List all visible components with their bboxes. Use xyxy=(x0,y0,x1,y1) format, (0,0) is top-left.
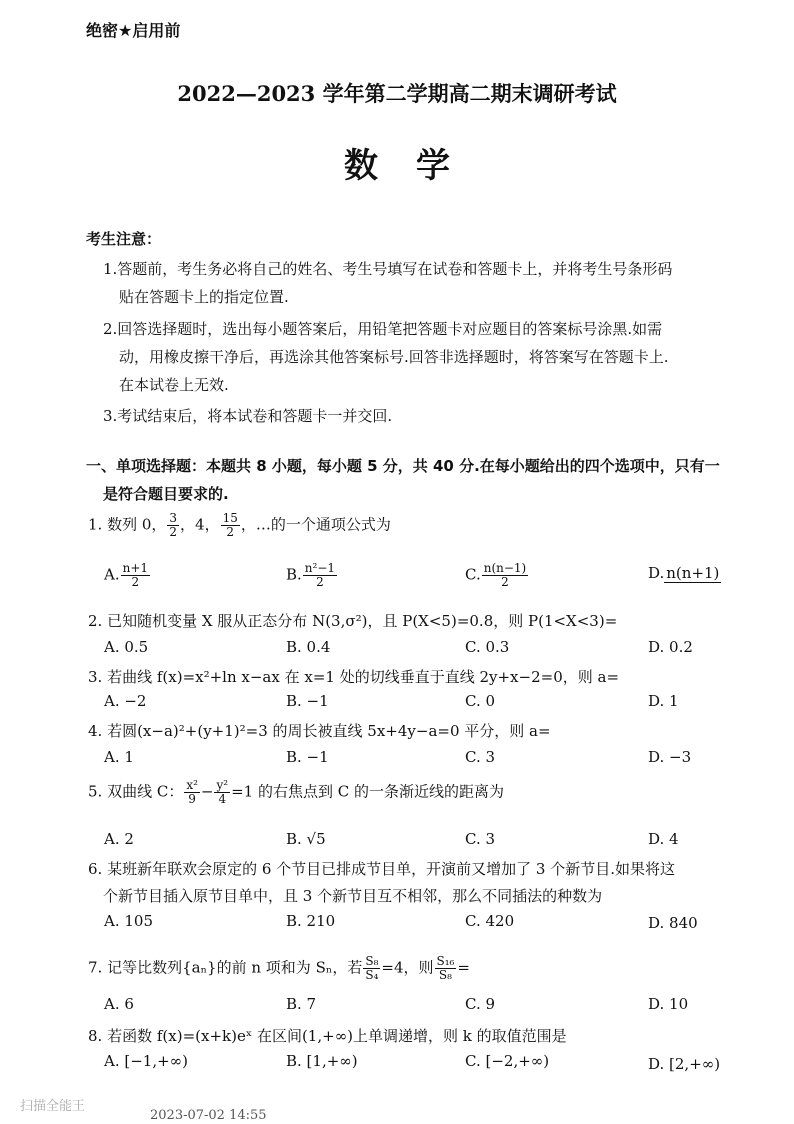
q1-suffix: ，…的一个通项公式为 xyxy=(240,515,391,534)
denominator: 4 xyxy=(218,792,227,806)
option-label: D. xyxy=(648,564,665,582)
q8-option-b: B. [1,+∞) xyxy=(286,1052,358,1070)
subject-title: 数学 xyxy=(344,146,488,186)
notice-line: 2.回答选择题时，选出每小题答案后，用铅笔把答题卡对应题目的答案标号涂黑.如需 xyxy=(103,320,663,338)
q3-option-a: A. −2 xyxy=(104,692,147,710)
q5-option-c: C. 3 xyxy=(465,830,496,848)
q1-option-b xyxy=(286,562,338,589)
exam-title: 2022—2023 学年第二学期高二期末调研考试 xyxy=(177,81,617,106)
question-2-stem: 2. 已知随机变量 X 服从正态分布 N(3,σ²)，且 P(X<5)=0.8，则 P(1<X<3)= xyxy=(88,612,618,630)
numerator: S₈ xyxy=(365,954,379,968)
question-4-stem: 4. 若圆(x−a)²+(y+1)²=3 的周长被直线 5x+4y−a=0 平分，则 a= xyxy=(88,722,551,740)
notice-line: 3.考试结束后，将本试卷和答题卡一并交回. xyxy=(103,407,393,425)
q1-fraction-1 xyxy=(167,512,179,539)
question-1-stem xyxy=(88,512,391,539)
q1-mid: ，4， xyxy=(180,515,220,534)
q6-option-a: A. 105 xyxy=(104,912,153,930)
denominator: S₈ xyxy=(438,968,452,982)
numerator: n(n−1) xyxy=(483,561,527,575)
notice-line: 贴在答题卡上的指定位置. xyxy=(119,288,289,306)
option-numerator: n(n+1) xyxy=(666,564,720,582)
notice-line: 1.答题前，考生务必将自己的姓名、考生号填写在试卷和答题卡上，并将考生号条形码 xyxy=(103,260,673,278)
option-label: B. xyxy=(286,565,302,584)
q5-fraction-1 xyxy=(184,779,200,806)
option-fraction xyxy=(303,562,337,589)
denominator: 2 xyxy=(169,525,178,539)
scan-timestamp: 2023-07-02 14:55 xyxy=(150,1108,267,1123)
q4-option-b: B. −1 xyxy=(286,748,329,766)
q1-option-c xyxy=(465,562,529,589)
denominator: 2 xyxy=(316,575,324,589)
q5-option-b: B. √5 xyxy=(286,830,326,848)
q4-option-d: D. −3 xyxy=(648,748,692,766)
notice-heading: 考生注意： xyxy=(86,230,162,248)
q7-option-a: A. 6 xyxy=(104,995,134,1013)
q8-option-c: C. [−2,+∞) xyxy=(465,1052,550,1070)
q1-option-a xyxy=(104,562,151,589)
q6-option-d: D. 840 xyxy=(648,914,698,932)
question-3-stem: 3. 若曲线 f(x)=x²+ln x−ax 在 x=1 处的切线垂直于直线 2y+x−2=0，则 a= xyxy=(88,668,620,686)
q4-option-c: C. 3 xyxy=(465,748,496,766)
q5-option-a: A. 2 xyxy=(104,830,134,848)
numerator: S₁₆ xyxy=(436,954,455,968)
section-heading-cont: 是符合题目要求的. xyxy=(103,485,229,503)
q8-option-d: D. [2,+∞) xyxy=(648,1055,721,1073)
option-fraction xyxy=(482,562,529,589)
denominator: S₄ xyxy=(365,968,379,982)
q6-option-b: B. 210 xyxy=(286,912,336,930)
q2-option-a: A. 0.5 xyxy=(104,638,149,656)
q7-fraction-1 xyxy=(363,955,380,982)
q1-fraction-2 xyxy=(221,512,240,539)
q5-fraction-2 xyxy=(214,779,230,806)
q1-option-d xyxy=(648,564,721,582)
question-7-stem xyxy=(88,955,470,982)
q7-option-b: B. 7 xyxy=(286,995,317,1013)
q7-option-d: D. 10 xyxy=(648,995,689,1013)
q6-option-c: C. 420 xyxy=(465,912,515,930)
notice-line: 动，用橡皮擦干净后，再选涂其他答案标号.回答非选择题时，将答案写在答题卡上. xyxy=(119,348,669,366)
q3-option-b: B. −1 xyxy=(286,692,329,710)
denominator: 2 xyxy=(501,575,509,589)
q2-option-d: D. 0.2 xyxy=(648,638,693,656)
numerator: x² xyxy=(186,778,198,792)
q2-option-c: C. 0.3 xyxy=(465,638,510,656)
option-fraction xyxy=(121,562,150,589)
q4-option-a: A. 1 xyxy=(104,748,134,766)
q5-option-d: D. 4 xyxy=(648,830,679,848)
q3-option-c: C. 0 xyxy=(465,692,496,710)
numerator: n+1 xyxy=(122,561,149,575)
q5-prefix: 5. 双曲线 C： xyxy=(88,782,184,801)
denominator: 9 xyxy=(188,792,196,806)
q7-mid: =4，则 xyxy=(381,958,434,977)
scanner-watermark: 扫描全能王 xyxy=(20,1099,86,1114)
option-label: A. xyxy=(104,565,120,584)
q3-option-d: D. 1 xyxy=(648,692,679,710)
question-6-stem-cont: 个新节目插入原节目单中，且 3 个新节目互不相邻，那么不同插法的种数为 xyxy=(103,887,603,905)
confidential-label: 绝密★启用前 xyxy=(86,21,181,40)
q7-fraction-2 xyxy=(435,955,457,982)
q7-prefix: 7. 记等比数列{aₙ}的前 n 项和为 Sₙ，若 xyxy=(88,958,363,977)
section-heading: 一、单项选择题：本题共 8 小题，每小题 5 分，共 40 分.在每小题给出的四个选项中，只有一 xyxy=(86,457,720,475)
q7-suffix: = xyxy=(457,958,470,977)
numerator: 3 xyxy=(169,511,178,525)
question-6-stem: 6. 某班新年联欢会原定的 6 个节目已排成节目单，开演前又增加了 3 个新节目.如果将这 xyxy=(88,860,676,878)
question-5-stem xyxy=(88,779,504,806)
q1-prefix: 1. 数列 0， xyxy=(88,515,167,534)
question-8-stem: 8. 若函数 f(x)=(x+k)eˣ 在区间(1,+∞)上单调递增，则 k 的取值范围是 xyxy=(88,1027,567,1045)
option-label: C. xyxy=(465,565,481,584)
q8-option-a: A. [−1,+∞) xyxy=(104,1052,189,1070)
denominator: 2 xyxy=(131,575,140,589)
notice-line: 在本试卷上无效. xyxy=(119,376,229,394)
numerator: n²−1 xyxy=(304,561,336,575)
q5-minus: − xyxy=(200,782,214,801)
q2-option-b: B. 0.4 xyxy=(286,638,331,656)
q7-option-c: C. 9 xyxy=(465,995,496,1013)
q5-suffix: =1 的右焦点到 C 的一条渐近线的距离为 xyxy=(231,782,504,801)
numerator: y² xyxy=(216,778,229,792)
denominator: 2 xyxy=(226,525,235,539)
numerator: 15 xyxy=(222,511,238,525)
